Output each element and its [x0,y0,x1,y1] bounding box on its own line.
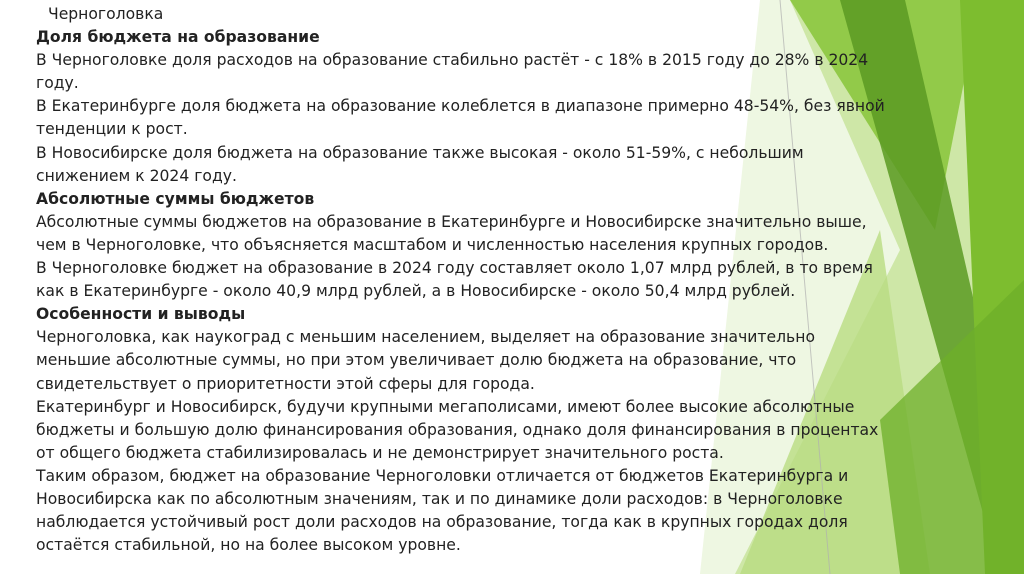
paragraph-line: от общего бюджета стабилизировалась и не демонстрирует значительного роста. [36,443,724,462]
paragraph-line: меньшие абсолютные суммы, но при этом увеличивает долю бюджета на образование, что [36,351,797,370]
paragraph-line: Абсолютные суммы бюджетов на образование в Екатеринбурге и Новосибирске значительно выше, [36,212,867,231]
section-heading: Доля бюджета на образование [36,28,320,47]
paragraph-line: чем в Черноголовке, что объясняется масштабом и численностью населения крупных городов. [36,235,829,254]
paragraph-line: Екатеринбург и Новосибирск, будучи крупными мегаполисами, имеют более высокие абсолютные [36,397,855,416]
paragraph-line: снижением к 2024 году. [36,166,237,185]
section-heading: Особенности и выводы [36,305,246,324]
paragraph-line: В Екатеринбурге доля бюджета на образование колеблется в диапазоне примерно 48-54%, без явной [36,97,885,116]
paragraph-line: Черноголовка, как наукоград с меньшим населением, выделяет на образование значительно [36,328,815,347]
paragraph-line: как в Екатеринбурге - около 40,9 млрд рублей, а в Новосибирске - около 50,4 млрд рублей. [36,282,796,301]
paragraph-line: бюджеты и большую долю финансирования образования, однако доля финансирования в процентах [36,420,879,439]
slide-title: Черноголовка [48,5,164,23]
section-heading: Абсолютные суммы бюджетов [36,189,315,208]
paragraph-line: В Новосибирске доля бюджета на образование также высокая - около 51-59%, с небольшим [36,143,804,162]
paragraph-line: году. [36,74,79,93]
paragraph-line: В Черноголовке доля расходов на образование стабильно растёт - с 18% в 2015 году до 28% в 2024 [36,51,869,70]
slide-text [36,3,976,557]
paragraph-line: наблюдается устойчивый рост доли расходов на образование, тогда как в крупных городах доля [36,513,848,532]
paragraph-line: свидетельствует о приоритетности этой сферы для города. [36,374,535,393]
paragraph-line: Таким образом, бюджет на образование Черноголовки отличается от бюджетов Екатеринбурга и [36,466,849,485]
paragraph-line: тенденции к рост. [36,120,188,139]
paragraph-line: Новосибирска как по абсолютным значениям, так и по динамике доли расходов: в Черноголовке [36,489,843,508]
paragraph-line: остаётся стабильной, но на более высоком уровне. [36,536,461,555]
paragraph-line: В Черноголовке бюджет на образование в 2024 году составляет около 1,07 млрд рублей, в то время [36,259,873,278]
